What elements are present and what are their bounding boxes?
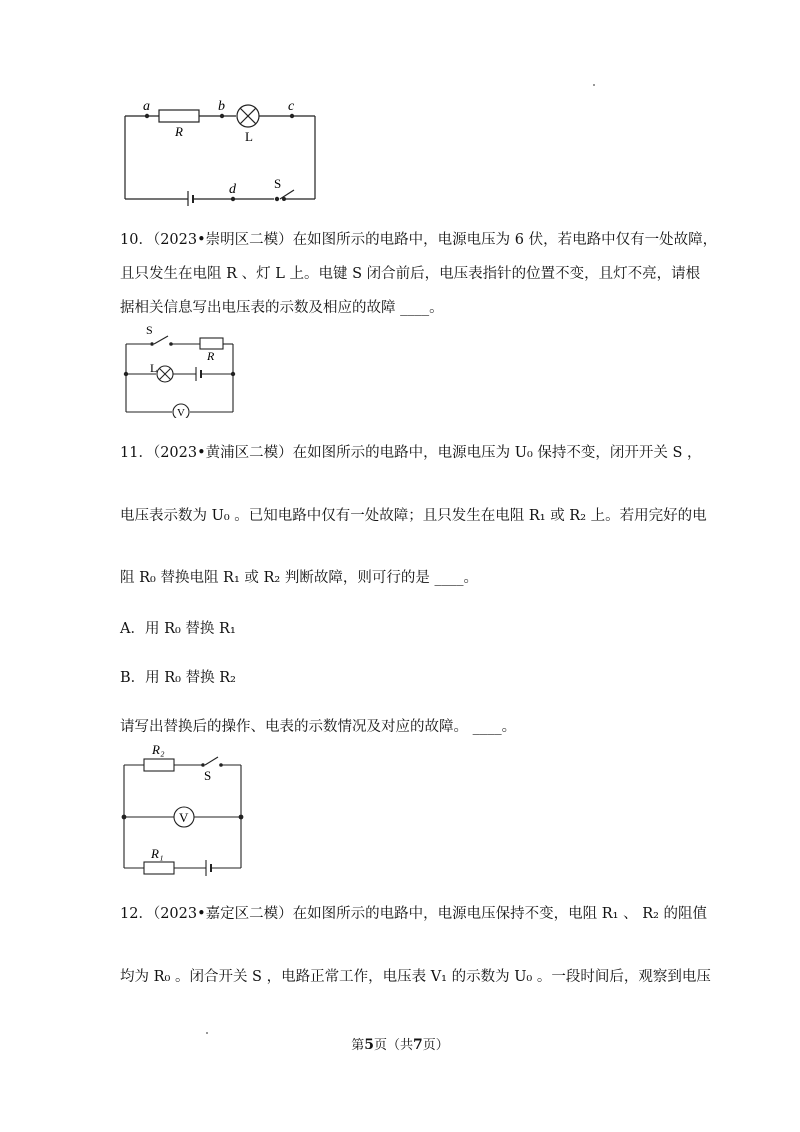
q11-option-b: B．用 R₀ 替换 R₂ xyxy=(120,670,236,686)
circuit-figure-3 xyxy=(118,740,248,876)
node-label-c: c xyxy=(288,99,295,114)
voltmeter-label: V xyxy=(179,810,189,825)
switch-label: S xyxy=(204,768,212,783)
footer-suffix: 页） xyxy=(422,1038,449,1053)
q11-line-2: 电压表示数为 U₀ 。已知电路中仅有一处故障；且只发生在电阻 R₁ 或 R₂ 上。若用完好的电 xyxy=(120,508,707,524)
q11-line-4: 请写出替换后的操作、电表的示数情况及对应的故障。 ____。 xyxy=(120,719,517,735)
q11-line-1: 11．（2023•黄浦区二模）在如图所示的电路中，电源电压为 U₀ 保持不变，闭开开关 S ， xyxy=(120,445,702,461)
resistor-label: R xyxy=(175,124,183,139)
q10-line-1: 10．（2023•崇明区二模）在如图所示的电路中，电源电压为 6 伏，若电路中仅有一处故障， xyxy=(120,232,718,248)
circuit-figure-2 xyxy=(120,322,240,418)
footer-middle: 页（共 xyxy=(373,1038,413,1053)
switch-label: S xyxy=(146,323,153,337)
node-label-d: d xyxy=(229,182,236,197)
q11-option-a: A．用 R₀ 替换 R₁ xyxy=(120,621,236,637)
node-label-a: a xyxy=(143,99,150,114)
switch-label: S xyxy=(274,176,282,191)
resistor-label: R xyxy=(207,349,215,363)
node-label-b: b xyxy=(218,99,225,114)
footer-page-number: 5 xyxy=(364,1037,374,1053)
resistor-r1-label: R₁ xyxy=(151,846,164,861)
q12-line-1: 12．（2023•嘉定区二模）在如图所示的电路中，电源电压保持不变，电阻 R₁ 、 R₂ 的阻值 xyxy=(120,906,708,922)
q12-line-2: 均为 R₀ 。闭合开关 S ，电路正常工作，电压表 V₁ 的示数为 U₀ 。一段时间后，观察到电压 xyxy=(120,969,711,985)
resistor-r2-label: R₂ xyxy=(152,742,165,757)
q11-line-3: 阻 R₀ 替换电阻 R₁ 或 R₂ 判断故障，则可行的是 ____。 xyxy=(120,570,478,586)
scan-dot xyxy=(593,84,595,86)
page-footer xyxy=(0,1034,800,1053)
q10-line-3: 据相关信息写出电压表的示数及相应的故障 ____。 xyxy=(120,300,444,316)
circuit-figure-1 xyxy=(118,96,323,206)
footer-total-pages: 7 xyxy=(413,1037,423,1053)
lamp-label: L xyxy=(245,129,253,144)
q10-line-2: 且只发生在电阻 R 、灯 L 上。电键 S 闭合前后，电压表指针的位置不变，且灯不亮，请根 xyxy=(120,266,701,282)
voltmeter-label: V xyxy=(177,407,185,418)
lamp-label: L xyxy=(150,361,158,375)
footer-prefix: 第 xyxy=(351,1038,365,1053)
